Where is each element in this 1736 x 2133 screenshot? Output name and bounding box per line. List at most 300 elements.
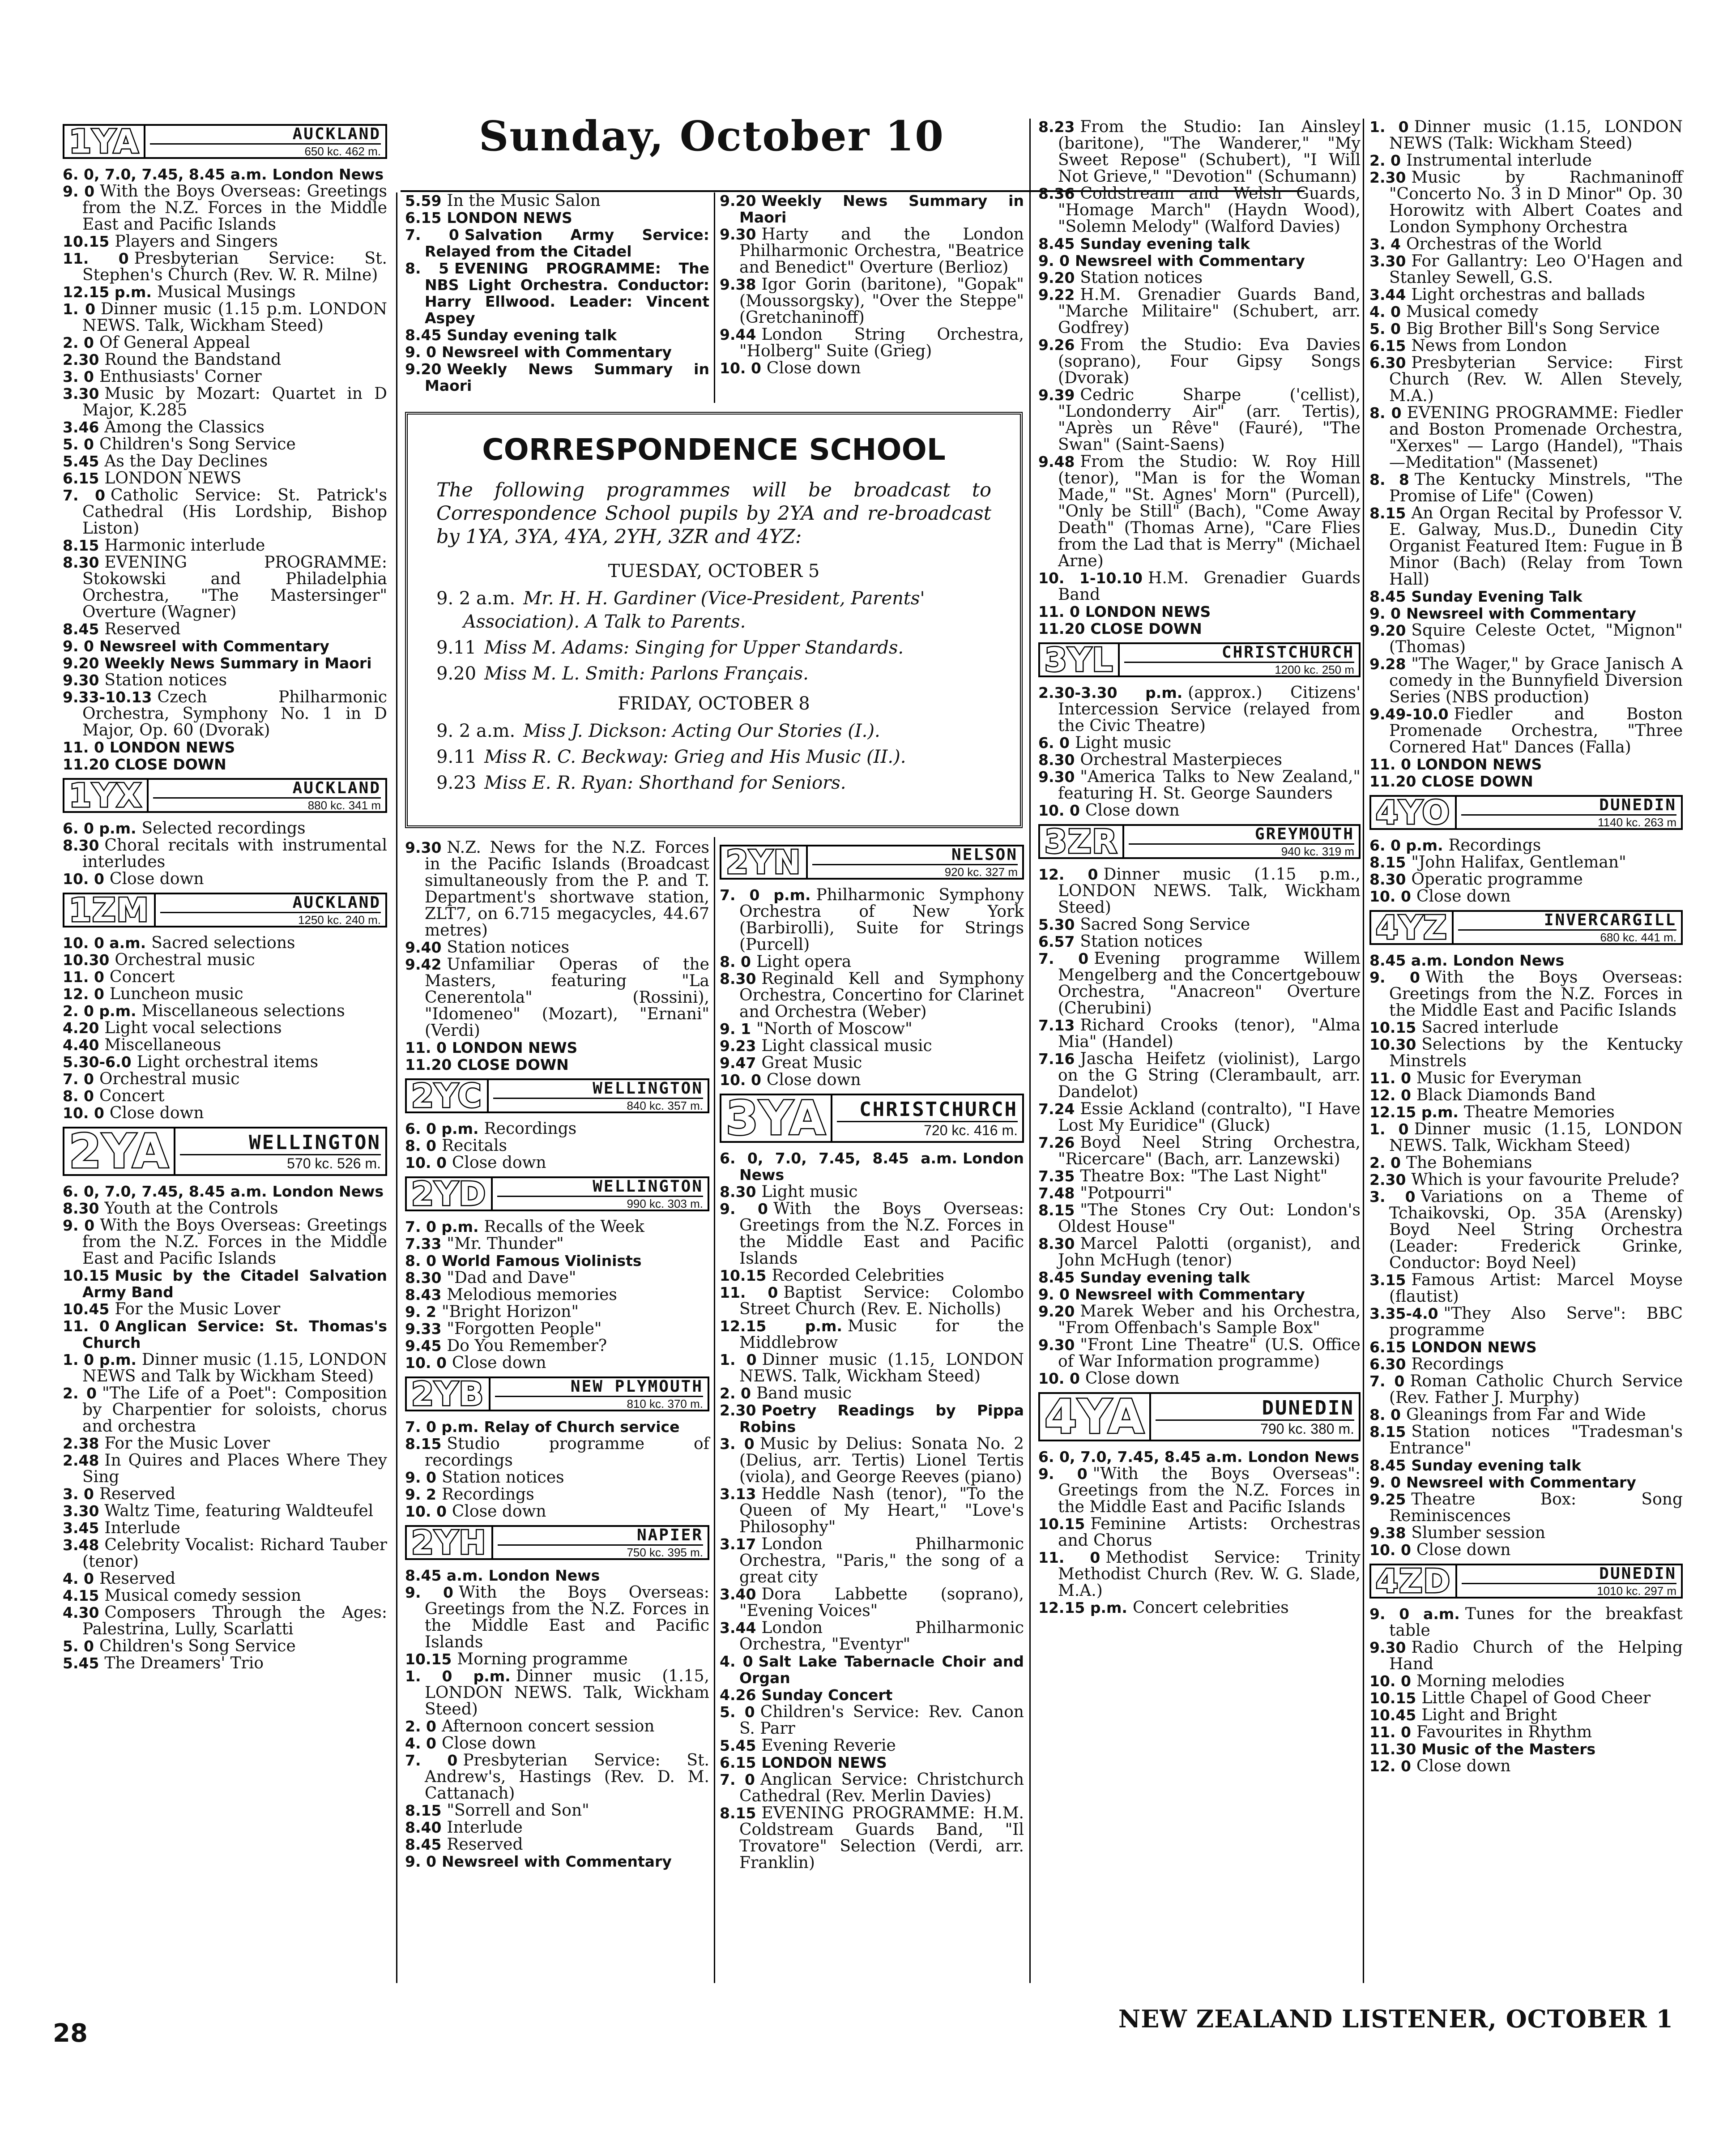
programme-entry xyxy=(405,1287,709,1303)
entry-text: Light music xyxy=(1075,734,1171,752)
programme-entry xyxy=(63,250,387,283)
programme-entry xyxy=(405,1321,709,1337)
entry-time: 10.30 xyxy=(63,951,110,969)
entry-text: Station notices "Tradesman's Entrance" xyxy=(1389,1423,1683,1458)
programme-entry xyxy=(63,1385,387,1435)
page-number: 28 xyxy=(53,2019,88,2048)
station-frequency: 990 kc. 303 m. xyxy=(497,1196,703,1211)
programme-entry xyxy=(1038,1449,1361,1465)
entry-time: 5.30 xyxy=(1038,916,1075,933)
entry-time: 10. 0 xyxy=(720,1071,761,1089)
entry-text: The Dreamers' Trio xyxy=(104,1654,264,1672)
entry-text: In Quires and Places Where They Sing xyxy=(82,1451,387,1486)
programme-entry xyxy=(1038,1599,1361,1616)
entry-text: Concert xyxy=(109,968,175,986)
programme-entry xyxy=(720,1184,1024,1200)
entry-text: Among the Classics xyxy=(104,418,264,436)
programme-entry xyxy=(63,1435,387,1452)
correspondence-school-intro: The following programmes will be broadcast to Correspondence School pupils by 2YA and re-broadcast by 1YA, 3YA, 4YA, 2YH, 3ZR and 4YZ: xyxy=(436,479,991,548)
entry-text: LONDON NEWS xyxy=(447,209,572,227)
entry-text: For the Music Lover xyxy=(104,1434,270,1453)
programme-entry xyxy=(1038,252,1361,269)
entry-text: LONDON NEWS xyxy=(452,1039,578,1056)
entry-time: 8.40 xyxy=(405,1819,442,1836)
station-info xyxy=(808,846,1023,878)
station-name: WELLINGTON xyxy=(593,1177,703,1196)
entry-time: 6. 0 p.m. xyxy=(1369,837,1443,854)
entry-time: 11. 0 xyxy=(1369,1723,1411,1741)
programme-entry xyxy=(63,1570,387,1587)
entry-text: Close down xyxy=(452,1154,546,1172)
entry-text: Studio programme of recordings xyxy=(425,1435,709,1470)
entry-text: Choral recitals with instrumental interludes xyxy=(82,836,387,871)
entry-time: 9.20 xyxy=(405,360,442,378)
programme-entry xyxy=(1038,1202,1361,1235)
entry-text: Station notices xyxy=(1080,269,1203,287)
programme-entry xyxy=(63,554,387,620)
entry-time: 2.30 xyxy=(1369,169,1406,186)
entry-time: 8.30 xyxy=(720,1183,756,1201)
station-frequency: 680 kc. 441 m. xyxy=(1458,929,1676,945)
entry-text: CLOSE DOWN xyxy=(457,1056,569,1073)
entry-text: London News xyxy=(739,1150,1024,1184)
entry-text: Band music xyxy=(756,1384,852,1402)
entry-text: Light orchestral items xyxy=(136,1053,319,1071)
programme-entry xyxy=(63,935,387,951)
programme-entry xyxy=(720,1318,1024,1351)
programme-entry xyxy=(1369,1036,1683,1069)
programme-entry xyxy=(405,1651,709,1667)
entry-time: 6. 0 p.m. xyxy=(63,820,136,837)
entry-time: 9. 2 xyxy=(405,1486,436,1503)
entry-time: 8.45 xyxy=(63,620,99,638)
station-frequency: 920 kc. 327 m xyxy=(812,864,1018,879)
correspondence-time: 9. 2 a.m. xyxy=(436,721,516,741)
programme-entry xyxy=(63,537,387,554)
programme-entry xyxy=(720,1021,1024,1037)
programme-entry xyxy=(720,1284,1024,1317)
entry-time: 11. 0 xyxy=(1369,1069,1411,1087)
station-callsign: 1YX xyxy=(64,780,149,811)
entry-time: 8.45 xyxy=(1038,235,1075,252)
entry-time: 7. 0 p.m. xyxy=(405,1218,479,1235)
entry-time: 10.15 xyxy=(63,1267,110,1284)
entry-time: 5. 0 xyxy=(63,436,94,453)
station-name: DUNEDIN xyxy=(1599,1564,1676,1583)
entry-time: 12. 0 xyxy=(1038,866,1098,883)
programme-entry xyxy=(1369,1457,1683,1474)
station-name: AUCKLAND xyxy=(292,893,381,912)
programme-entry xyxy=(63,301,387,334)
programme-entry xyxy=(1038,1303,1361,1336)
entry-time: 8. 0 xyxy=(63,1087,94,1105)
programme-entry xyxy=(405,956,709,1039)
entry-text: Children's Song Service xyxy=(99,1637,296,1655)
station-header-2ya xyxy=(63,1127,387,1176)
station-name: NEW PLYMOUTH xyxy=(570,1377,703,1396)
entry-time: 1. 0 p.m. xyxy=(405,1667,511,1685)
column-2 xyxy=(405,839,709,1870)
station-info xyxy=(1457,1565,1681,1597)
entry-time: 9. 0 xyxy=(1038,1286,1070,1303)
entry-text: Boyd Neel String Orchestra, "Ricercare" (Bach, arr. Lanzewski) xyxy=(1058,1133,1361,1168)
entry-text: Harty and the London Philharmonic Orchestra, "Beatrice and Benedict" Overture (Berlioz) xyxy=(739,225,1024,277)
entry-text: Close down xyxy=(1416,887,1511,906)
programme-entry xyxy=(405,260,709,326)
entry-time: 9.33-10.13 xyxy=(63,688,152,706)
entry-time: 9. 0 xyxy=(1369,969,1420,986)
entry-time: 10. 0 xyxy=(405,1154,447,1171)
entry-text: Sunday Concert xyxy=(761,1686,893,1704)
station-callsign: 2YB xyxy=(407,1378,491,1410)
programme-entry xyxy=(63,739,387,756)
column-rule xyxy=(1029,119,1031,1983)
entry-text: "North of Moscow" xyxy=(756,1020,913,1038)
programme-entry xyxy=(63,1217,387,1267)
programme-entry xyxy=(1038,1269,1361,1286)
programme-entry xyxy=(1369,1188,1683,1271)
programme-entry xyxy=(720,1201,1024,1267)
programme-entry xyxy=(1038,620,1361,637)
station-header-2yn xyxy=(720,845,1024,880)
station-name: INVERCARGILL xyxy=(1544,910,1676,929)
station-name: CHRISTCHURCH xyxy=(859,1098,1018,1121)
entry-text: Relay of Church service xyxy=(484,1418,680,1436)
programme-entry xyxy=(63,1351,387,1385)
entry-time: 7. 0 xyxy=(63,487,106,504)
programme-entry xyxy=(63,166,387,183)
entry-time: 8.15 xyxy=(63,537,99,554)
entry-time: 8.15 xyxy=(1369,854,1406,871)
entry-text: Weekly News Summary in Maori xyxy=(104,654,372,672)
programme-entry xyxy=(1038,185,1361,235)
entry-time: 8.23 xyxy=(1038,118,1075,136)
entry-text: Fiedler and Boston Promenade Orchestra, "Three Cornered Hat" Dances (Falla) xyxy=(1389,705,1683,757)
programme-entry xyxy=(720,1351,1024,1385)
entry-text: Squire Celeste Octet, "Mignon" (Thomas) xyxy=(1389,621,1683,656)
entry-time: 9.38 xyxy=(1369,1524,1406,1542)
entry-text: Recordings xyxy=(1411,1355,1504,1373)
station-info xyxy=(489,1080,708,1111)
entry-time: 6.30 xyxy=(1369,1355,1406,1373)
entry-time: 6. 0, 7.0, 7.45, 8.45 a.m. xyxy=(63,166,267,183)
programme-entry xyxy=(1369,1087,1683,1103)
entry-text: Poetry Readings by Pippa Robins xyxy=(739,1402,1024,1436)
entry-text: Theatre Memories xyxy=(1463,1103,1615,1121)
correspondence-school-title: CORRESPONDENCE SCHOOL xyxy=(482,432,946,467)
correspondence-item xyxy=(436,636,991,659)
programme-entry xyxy=(1038,1337,1361,1370)
programme-entry xyxy=(405,1039,709,1056)
programme-entry xyxy=(63,986,387,1002)
programme-entry xyxy=(1038,1370,1361,1387)
programme-entry xyxy=(720,953,1024,970)
programme-entry xyxy=(1038,1466,1361,1515)
entry-time: 6.15 xyxy=(1369,337,1406,355)
programme-entry xyxy=(1038,1235,1361,1269)
programme-entry xyxy=(720,1771,1024,1804)
entry-text: "The Wager," by Grace Janisch A comedy in the Bunnyfield Diversion Series (NBS production) xyxy=(1389,655,1683,706)
programme-entry xyxy=(405,1355,709,1371)
entry-time: 4. 0 xyxy=(405,1735,436,1752)
entry-text: Roman Catholic Church Service (Rev. Father J. Murphy) xyxy=(1389,1372,1683,1407)
entry-time: 8.45 xyxy=(1369,588,1406,605)
entry-text: Musical comedy session xyxy=(104,1586,302,1605)
programme-entry xyxy=(1038,1134,1361,1167)
entry-time: 9.20 xyxy=(720,192,756,209)
programme-entry xyxy=(1038,235,1361,252)
entry-time: 10.30 xyxy=(1369,1036,1416,1053)
entry-text: Music by Rachmaninoff "Concerto No. 3 in D Minor" Op. 30 Horowitz with Albert Coates and London Symphony Orchestra xyxy=(1389,168,1683,236)
entry-text: Newsreel with Commentary xyxy=(1406,605,1636,622)
entry-time: 1. 0 p.m. xyxy=(63,1351,136,1368)
entry-text: Operatic programme xyxy=(1411,870,1583,889)
entry-text: Station notices xyxy=(447,938,570,957)
programme-entry xyxy=(63,1105,387,1121)
entry-text: Coldstream and Welsh Guards, "Homage March" (Haydn Wood), "Solemn Melody" (Walford Davies) xyxy=(1058,184,1361,236)
programme-entry xyxy=(1369,1525,1683,1541)
entry-text: In the Music Salon xyxy=(447,192,601,210)
programme-entry xyxy=(720,1653,1024,1686)
correspondence-item xyxy=(436,745,991,769)
entry-time: 8.45 xyxy=(1369,1457,1406,1474)
entry-text: "Sorrell and Son" xyxy=(447,1801,589,1820)
programme-entry xyxy=(720,1620,1024,1653)
entry-time: 9.39 xyxy=(1038,386,1075,404)
entry-text: Cedric Sharpe ('cellist), "Londonderry Air" (arr. Tertis), "Après un Rêve" (Fauré), "The Swan" (Saint-Saens) xyxy=(1058,386,1361,454)
programme-entry xyxy=(63,233,387,250)
station-header-1zm xyxy=(63,893,387,928)
entry-time: 9.40 xyxy=(405,939,442,956)
station-callsign: 1YA xyxy=(64,126,145,157)
programme-entry xyxy=(1369,1707,1683,1723)
entry-time: 3.17 xyxy=(720,1535,756,1553)
entry-time: 9.44 xyxy=(720,326,756,343)
programme-entry xyxy=(405,209,709,226)
entry-time: 8.30 xyxy=(1369,871,1406,888)
entry-text: Do You Remember? xyxy=(447,1337,607,1355)
entry-time: 11. 0 xyxy=(63,739,104,756)
entry-time: 3.30 xyxy=(63,1502,99,1520)
entry-text: Recalls of the Week xyxy=(484,1218,644,1236)
entry-text: With the Boys Overseas: Greetings from the N.Z. Forces in the Middle East and Pacific Islands xyxy=(82,1216,388,1268)
programme-entry xyxy=(720,1055,1024,1071)
programme-entry xyxy=(1369,756,1683,773)
entry-text: H.M. Grenadier Guards Band xyxy=(1058,569,1361,604)
entry-time: 2.48 xyxy=(63,1452,99,1469)
entry-time: 7.16 xyxy=(1038,1050,1075,1068)
programme-entry xyxy=(1369,1019,1683,1036)
entry-text: Interlude xyxy=(447,1818,523,1837)
station-info xyxy=(149,780,385,811)
entry-text: Philharmonic Symphony Orchestra of New York (Barbirolli), Suite for Strings (Purcell) xyxy=(739,886,1024,954)
entry-time: 4.26 xyxy=(720,1686,756,1704)
entry-time: 9. 1 xyxy=(720,1020,751,1038)
programme-entry xyxy=(1369,1305,1683,1338)
entry-time: 10. 0 xyxy=(1369,1672,1411,1690)
programme-entry xyxy=(1038,286,1361,336)
entry-text: From the Studio: Eva Davies (soprano), Four Gipsy Songs (Dvorak) xyxy=(1058,336,1361,387)
entry-text: Afternoon concert session xyxy=(441,1717,655,1735)
entry-text: Catholic Service: St. Patrick's Cathedral (His Lordship, Bishop Liston) xyxy=(82,486,387,538)
entry-text: Newsreel with Commentary xyxy=(99,637,329,655)
entry-time: 3.15 xyxy=(1369,1271,1406,1289)
station-callsign: 2YC xyxy=(407,1080,489,1111)
programme-entry xyxy=(63,689,387,739)
programme-entry xyxy=(1038,1168,1361,1184)
entry-time: 9.22 xyxy=(1038,286,1075,303)
entry-text: Czech Philharmonic Orchestra, Symphony No. 1 in D Major, Op. 60 (Dvorak) xyxy=(82,688,387,739)
entry-text: EVENING PROGRAMME: Stokowski and Philadelphia Orchestra, "The Mastersinger" Overture (Wagner) xyxy=(82,553,387,621)
entry-text: News from London xyxy=(1411,337,1567,355)
station-name: DUNEDIN xyxy=(1599,795,1676,814)
entry-text: Close down xyxy=(452,1354,546,1372)
programme-entry xyxy=(1038,269,1361,286)
entry-text: Recordings xyxy=(1448,836,1541,855)
entry-time: 11. 0 xyxy=(1369,756,1411,773)
entry-time: 4.15 xyxy=(63,1587,99,1604)
programme-entry xyxy=(1038,603,1361,620)
programme-entry xyxy=(1369,1423,1683,1457)
programme-entry xyxy=(405,344,709,360)
entry-time: 9. 0 xyxy=(405,1469,436,1486)
entry-text: LONDON NEWS xyxy=(109,739,235,756)
programme-entry xyxy=(720,1704,1024,1737)
entry-time: 6.15 xyxy=(63,470,99,487)
station-info xyxy=(493,1527,708,1558)
entry-time: 8.30 xyxy=(1038,1235,1075,1252)
programme-entry xyxy=(63,756,387,773)
programme-entry xyxy=(63,183,387,233)
station-callsign: 2YD xyxy=(407,1178,493,1210)
entry-text: Waltz Time, featuring Waldteufel xyxy=(104,1502,374,1520)
entry-text: Light opera xyxy=(756,953,852,971)
programme-entry xyxy=(1369,236,1683,252)
entry-text: Recordings xyxy=(441,1485,534,1504)
entry-text: Light orchestras and ballads xyxy=(1411,286,1645,304)
entry-text: LONDON NEWS xyxy=(1085,603,1211,620)
correspondence-text: Miss R. C. Beckway: Grieg and His Music (II.). xyxy=(484,747,906,767)
entry-time: 5.45 xyxy=(720,1737,756,1754)
entry-text: London String Orchestra, "Holberg" Suite (Grieg) xyxy=(739,325,1024,360)
station-callsign: 3YA xyxy=(721,1095,832,1141)
entry-time: 9.20 xyxy=(63,654,99,672)
entry-time: 5. 0 xyxy=(63,1637,94,1655)
entry-text: For Gallantry: Leo O'Hagen and Stanley Sewell, G.S. xyxy=(1389,252,1683,287)
entry-text: Favourites in Rhythm xyxy=(1416,1723,1592,1741)
programme-entry xyxy=(1038,1101,1361,1134)
programme-entry xyxy=(1369,169,1683,235)
entry-time: 4. 0 xyxy=(1369,303,1401,321)
programme-entry xyxy=(405,1584,709,1650)
entry-text: Theatre Box: Song Reminiscences xyxy=(1389,1490,1683,1525)
entry-text: Recordings xyxy=(484,1120,577,1138)
entry-text: Reserved xyxy=(447,1835,523,1854)
entry-time: 2.30 xyxy=(720,1402,756,1419)
entry-time: 7. 0 p.m. xyxy=(720,886,811,904)
correspondence-text: Mr. H. H. Gardiner (Vice-President, Parents' Association). A Talk to Parents. xyxy=(463,588,925,632)
entry-text: Variations on a Theme of Tchaikovski, Op. 35A (Arensky) Boyd Neel String Orchestra (Leader: Frederick Grinke, Conductor: Boyd Neel) xyxy=(1389,1188,1683,1272)
entry-text: "Front Line Theatre" (U.S. Office of War Information programme) xyxy=(1058,1336,1361,1371)
station-name: WELLINGTON xyxy=(593,1079,703,1098)
programme-entry xyxy=(1038,866,1361,916)
station-info xyxy=(145,126,385,157)
entry-time: 8.30 xyxy=(720,970,756,987)
programme-entry xyxy=(405,1419,709,1435)
programme-entry xyxy=(405,939,709,956)
programme-entry xyxy=(1369,119,1683,152)
programme-entry xyxy=(1369,1154,1683,1171)
entry-time: 10. 0 xyxy=(405,1354,447,1372)
entry-time: 8. 5 xyxy=(405,260,449,277)
entry-text: Feminine Artists: Orchestras and Chorus xyxy=(1058,1515,1361,1550)
correspondence-text: Miss J. Dickson: Acting Our Stories (I.). xyxy=(523,721,880,741)
programme-entry xyxy=(1369,321,1683,337)
entry-time: 8.15 xyxy=(405,1435,442,1453)
programme-entry xyxy=(405,1853,709,1870)
entry-time: 2.30 xyxy=(63,351,99,368)
programme-entry xyxy=(1369,622,1683,655)
programme-entry xyxy=(720,1150,1024,1183)
entry-time: 7. 0 xyxy=(1038,950,1089,967)
programme-entry xyxy=(1369,1272,1683,1305)
entry-time: 3.40 xyxy=(720,1586,756,1603)
entry-text: Presbyterian Service: St. Stephen's Church (Rev. W. R. Milne) xyxy=(82,249,387,284)
entry-text: Miscellaneous xyxy=(104,1036,222,1054)
entry-text: Dinner music (1.15, LONDON NEWS and Talk by Wickham Steed) xyxy=(82,1351,387,1385)
entry-text: Sunday evening talk xyxy=(447,326,617,344)
programme-entry xyxy=(1369,1673,1683,1689)
programme-entry xyxy=(720,1737,1024,1754)
entry-time: 8.43 xyxy=(405,1286,442,1304)
entry-text: Black Diamonds Band xyxy=(1416,1086,1596,1104)
programme-entry xyxy=(1369,706,1683,756)
correspondence-item xyxy=(436,771,991,795)
programme-entry xyxy=(63,1486,387,1502)
entry-text: Children's Service: Rev. Canon S. Parr xyxy=(739,1703,1024,1738)
entry-text: An Organ Recital by Professor V. E. Galway, Mus.D., Dunedin City Organist Featured Item: Fugue in B Minor (Bach) (Relay from Town Hall) xyxy=(1389,504,1683,589)
entry-text: Sunday evening talk xyxy=(1411,1457,1582,1474)
programme-entry xyxy=(63,1318,387,1351)
entry-time: 1. 0 xyxy=(1369,1120,1409,1138)
programme-entry xyxy=(63,453,387,470)
entry-text: Players and Singers xyxy=(115,232,278,251)
station-info xyxy=(1457,797,1681,828)
entry-text: Weekly News Summary in Maori xyxy=(739,192,1024,226)
programme-entry xyxy=(63,385,387,419)
entry-time: 4. 0 xyxy=(63,1570,94,1587)
entry-text: Close down xyxy=(109,870,204,888)
programme-entry xyxy=(1369,1104,1683,1120)
station-name: GREYMOUTH xyxy=(1254,825,1354,843)
entry-text: (approx.) Citizens' Intercession Service (relayed from the Civic Theatre) xyxy=(1058,684,1361,735)
station-name: CHRISTCHURCH xyxy=(1221,643,1354,662)
entry-text: "The Life of a Poet": Composition by Charpentier for soloists, chorus and orchestra xyxy=(82,1384,387,1436)
entry-time: 11. 0 xyxy=(405,1039,447,1056)
entry-time: 12.15 p.m. xyxy=(720,1317,842,1335)
programme-entry xyxy=(1369,588,1683,605)
entry-time: 11. 0 xyxy=(63,1317,110,1335)
entry-text: Which is your favourite Prelude? xyxy=(1411,1171,1680,1189)
entry-time: 12.15 p.m. xyxy=(63,283,152,301)
entry-time: 10. 0 xyxy=(1369,888,1411,905)
entry-text: Music for the Middlebrow xyxy=(739,1317,1024,1352)
entry-time: 2. 0 xyxy=(720,1385,751,1402)
programme-entry xyxy=(405,192,709,209)
entry-text: Harmonic interlude xyxy=(104,536,265,555)
column-3 xyxy=(720,839,1024,1872)
entry-time: 6.15 xyxy=(1369,1338,1406,1356)
